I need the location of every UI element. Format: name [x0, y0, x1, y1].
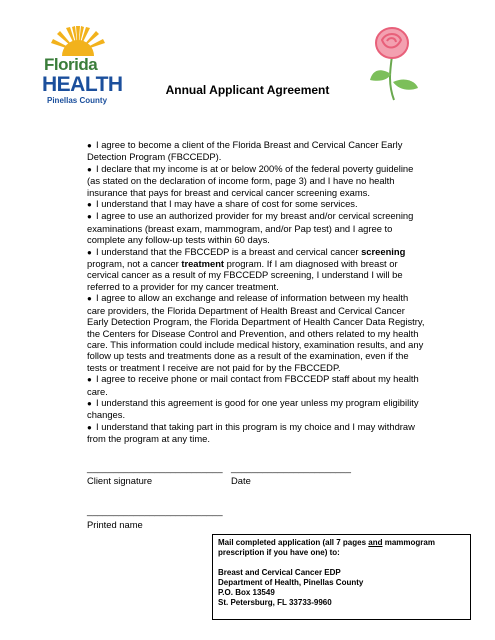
logo-county-text: Pinellas County	[47, 96, 108, 105]
client-signature-line[interactable]: __________________________	[87, 462, 223, 473]
address-line: Department of Health, Pinellas County	[218, 578, 364, 587]
bullet-icon: ●	[87, 375, 92, 385]
item-bold-screening: screening	[361, 245, 406, 257]
page-title: Annual Applicant Agreement	[165, 83, 330, 97]
item-text: program, not a cancer	[87, 258, 182, 270]
item-text: I declare that my income is at or below 200% of the federal poverty guideline (as stated on the declaration of income form, page 3) and I have no health insurance that pays for breast and cervical cancer screening exams.	[87, 162, 414, 198]
item-text: I agree to receive phone or mail contact from FBCCEDP staff about my health care.	[87, 373, 419, 397]
agreement-item	[87, 139, 427, 163]
agreement-item	[87, 163, 427, 198]
bullet-icon: ●	[87, 212, 92, 222]
date-line[interactable]: _______________________	[231, 462, 351, 473]
spacer	[218, 558, 465, 568]
agreement-item	[87, 373, 427, 397]
agreement-item	[87, 198, 427, 210]
date-label: Date	[231, 475, 251, 486]
address-line: St. Petersburg, FL 33733-9960	[218, 598, 332, 607]
item-text: I understand that the FBCCEDP is a breast and cervical cancer	[96, 245, 359, 257]
sun-icon	[48, 22, 108, 56]
logo-health-text: HEALTH	[42, 73, 123, 96]
client-signature-label: Client signature	[87, 475, 153, 486]
mail-and-underlined: and	[368, 538, 383, 547]
agreement-body	[87, 139, 427, 445]
logo-florida-text: Florida	[44, 55, 98, 74]
address-line: P.O. Box 13549	[218, 588, 275, 597]
item-text: I understand this agreement is good for one year unless my program eligibility changes.	[87, 396, 419, 421]
mail-instructions-text: mammogram prescription if you have one) to:	[218, 538, 435, 557]
item-bold-treatment: treatment	[181, 258, 225, 270]
agreement-item	[87, 421, 427, 445]
printed-name-label: Printed name	[87, 519, 143, 530]
bullet-icon: ●	[87, 294, 92, 304]
item-text: I understand that taking part in this program is my choice and I may withdraw from the program at any time.	[87, 420, 415, 445]
agreement-item	[87, 210, 427, 245]
bullet-icon: ●	[87, 200, 92, 210]
florida-health-logo	[38, 22, 123, 112]
bullet-icon: ●	[87, 141, 92, 150]
mail-instructions	[218, 538, 465, 558]
mailing-instructions-box	[212, 534, 471, 620]
agreement-item	[87, 246, 427, 293]
bullet-icon: ●	[87, 247, 92, 257]
mail-instructions-text: Mail completed application (all 7 pages	[218, 538, 369, 547]
printed-name-line[interactable]: __________________________	[87, 505, 223, 516]
item-text: I agree to use an authorized provider for my breast and/or cervical screening examinations (breast exam, mammogram, and/or Pap test) and I agree to complete any follow-up tests within 60 days.	[87, 210, 414, 246]
bullet-icon: ●	[87, 164, 92, 174]
bullet-icon: ●	[87, 422, 92, 432]
item-text: I understand that I may have a share of cost for some services.	[96, 198, 358, 210]
address-line: Breast and Cervical Cancer EDP	[218, 568, 341, 577]
item-text: I agree to become a client of the Florida Breast and Cervical Cancer Early Detection Program (FBCCEDP).	[87, 139, 403, 163]
agreement-item	[87, 397, 427, 421]
bullet-icon: ●	[87, 398, 92, 408]
item-text: program. If I am diagnosed with breast or cervical cancer as a result of my FBCCEDP screening, I understand I will be referred to a provider for my cancer treatment.	[87, 258, 403, 292]
agreement-item	[87, 292, 427, 373]
item-text: I agree to allow an exchange and release of information between my health care providers, the Florida Department of Health Breast and Cervical Cancer Early Detection Program, the Florida Department of Health Cancer Data Registry, the Centers for Disease Control and Prevention, and others related to my health care. This information could include medical history, examination results, and any follow up tests and treatments done as a result of the examination, even if the tests or treatment I receive are not paid for by the FBCCEDP.	[87, 292, 425, 373]
